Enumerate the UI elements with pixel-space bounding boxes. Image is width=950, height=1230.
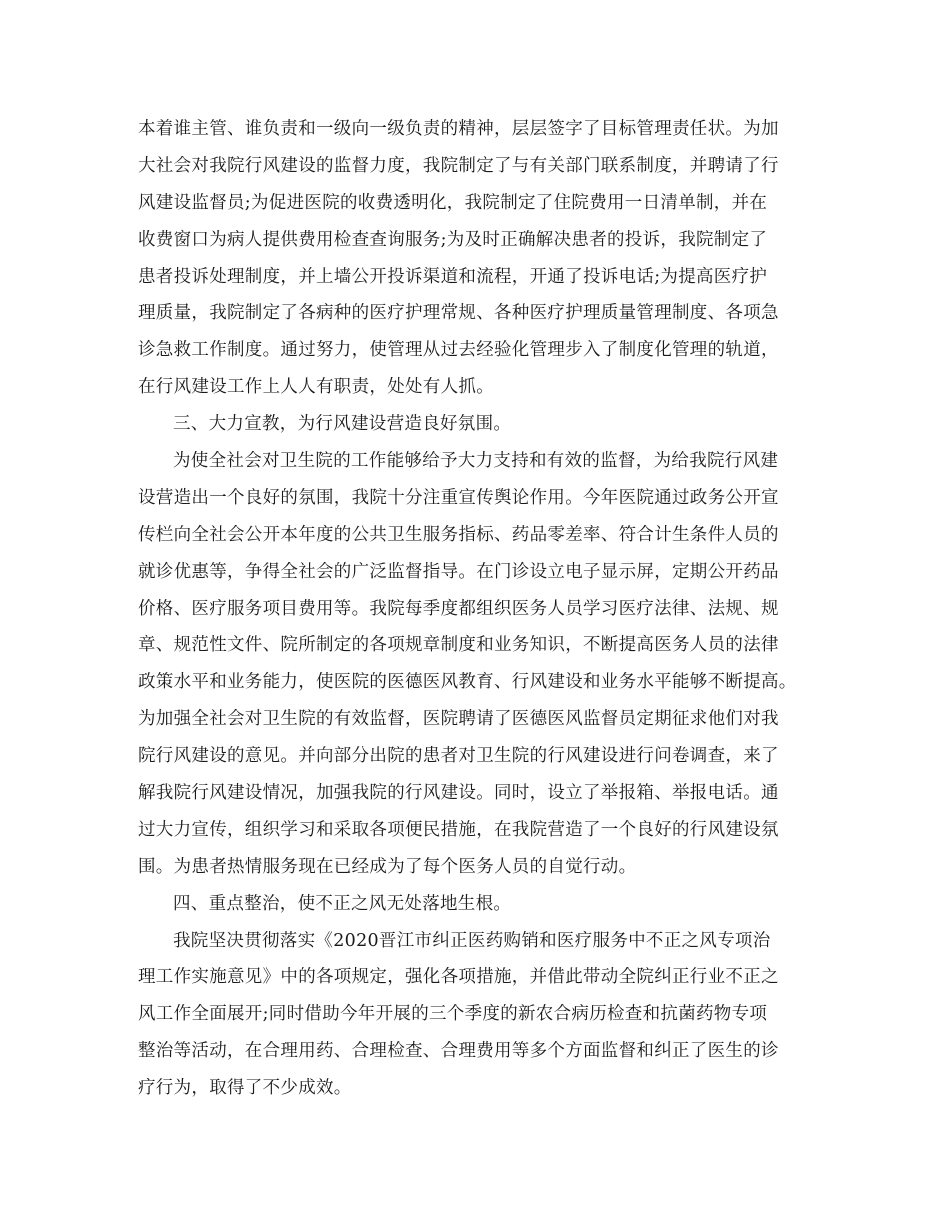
document-body [138,111,838,1107]
text-line: 整治等活动，在合理用药、合理检查、合理费用等多个方面监督和纠正了医生的诊 [138,1041,779,1062]
text-line: 解我院行风建设情况，加强我院的行风建设。同时，设立了举报箱、举报电话。通 [138,783,779,804]
text-line: 诊急救工作制度。通过努力，使管理从过去经验化管理步入了制度化管理的轨道， [138,340,779,361]
text-line: 患者投诉处理制度，并上墙公开投诉渠道和流程，开通了投诉电话;为提高医疗护 [138,266,768,287]
text-line: 设营造出一个良好的氛围，我院十分注重宣传舆论作用。今年医院通过政务公开宣 [138,487,779,508]
text-line: 大社会对我院行风建设的监督力度，我院制定了与有关部门联系制度，并聘请了行 [138,155,779,176]
text-line: 传栏向全社会公开本年度的公共卫生服务指标、药品零差率、符合计生条件人员的 [138,524,779,545]
text-line: 三、大力宣教，为行风建设营造良好氛围。 [173,414,512,435]
text-line: 我院坚决贯彻落实《2020晋江市纠正医药购销和医疗服务中不正之风专项治 [173,930,771,951]
text-line: 为使全社会对卫生院的工作能够给予大力支持和有效的监督，为给我院行风建 [173,451,779,472]
text-line: 在行风建设工作上人人有职责，处处有人抓。 [138,377,494,398]
text-line: 价格、医疗服务项目费用等。我院每季度都组织医务人员学习医疗法律、法规、规 [138,598,779,619]
text-line: 政策水平和业务能力，使医院的医德医风教育、行风建设和业务水平能够不断提高。 [138,672,797,693]
text-line: 疗行为，取得了不少成效。 [138,1078,352,1099]
text-line: 为加强全社会对卫生院的有效监督，医院聘请了医德医风监督员定期征求他们对我 [138,709,779,730]
text-line: 四、重点整治，使不正之风无处落地生根。 [173,893,512,914]
text-line: 风工作全面展开;同时借助今年开展的三个季度的新农合病历检查和抗菌药物专项 [138,1004,768,1025]
text-line: 理质量，我院制定了各病种的医疗护理常规、各种医疗护理质量管理制度、各项急 [138,303,779,324]
text-line: 理工作实施意见》中的各项规定，强化各项措施，并借此带动全院纠正行业不正之 [138,967,779,988]
text-line: 围。为患者热情服务现在已经成为了每个医务人员的自觉行动。 [138,856,637,877]
text-line: 收费窗口为病人提供费用检查查询服务;为及时正确解决患者的投诉，我院制定了 [138,229,768,250]
text-line: 风建设监督员;为促进医院的收费透明化，我院制定了住院费用一日清单制，并在 [138,192,768,213]
text-line: 院行风建设的意见。并向部分出院的患者对卫生院的行风建设进行问卷调查，来了 [138,746,779,767]
text-line: 本着谁主管、谁负责和一级向一级负责的精神，层层签字了目标管理责任状。为加 [138,119,779,139]
text-line: 过大力宣传，组织学习和采取各项便民措施，在我院营造了一个良好的行风建设氛 [138,819,779,840]
text-line: 章、规范性文件、院所制定的各项规章制度和业务知识，不断提高医务人员的法律 [138,635,779,656]
text-line: 就诊优惠等，争得全社会的广泛监督指导。在门诊设立电子显示屏，定期公开药品 [138,561,779,582]
